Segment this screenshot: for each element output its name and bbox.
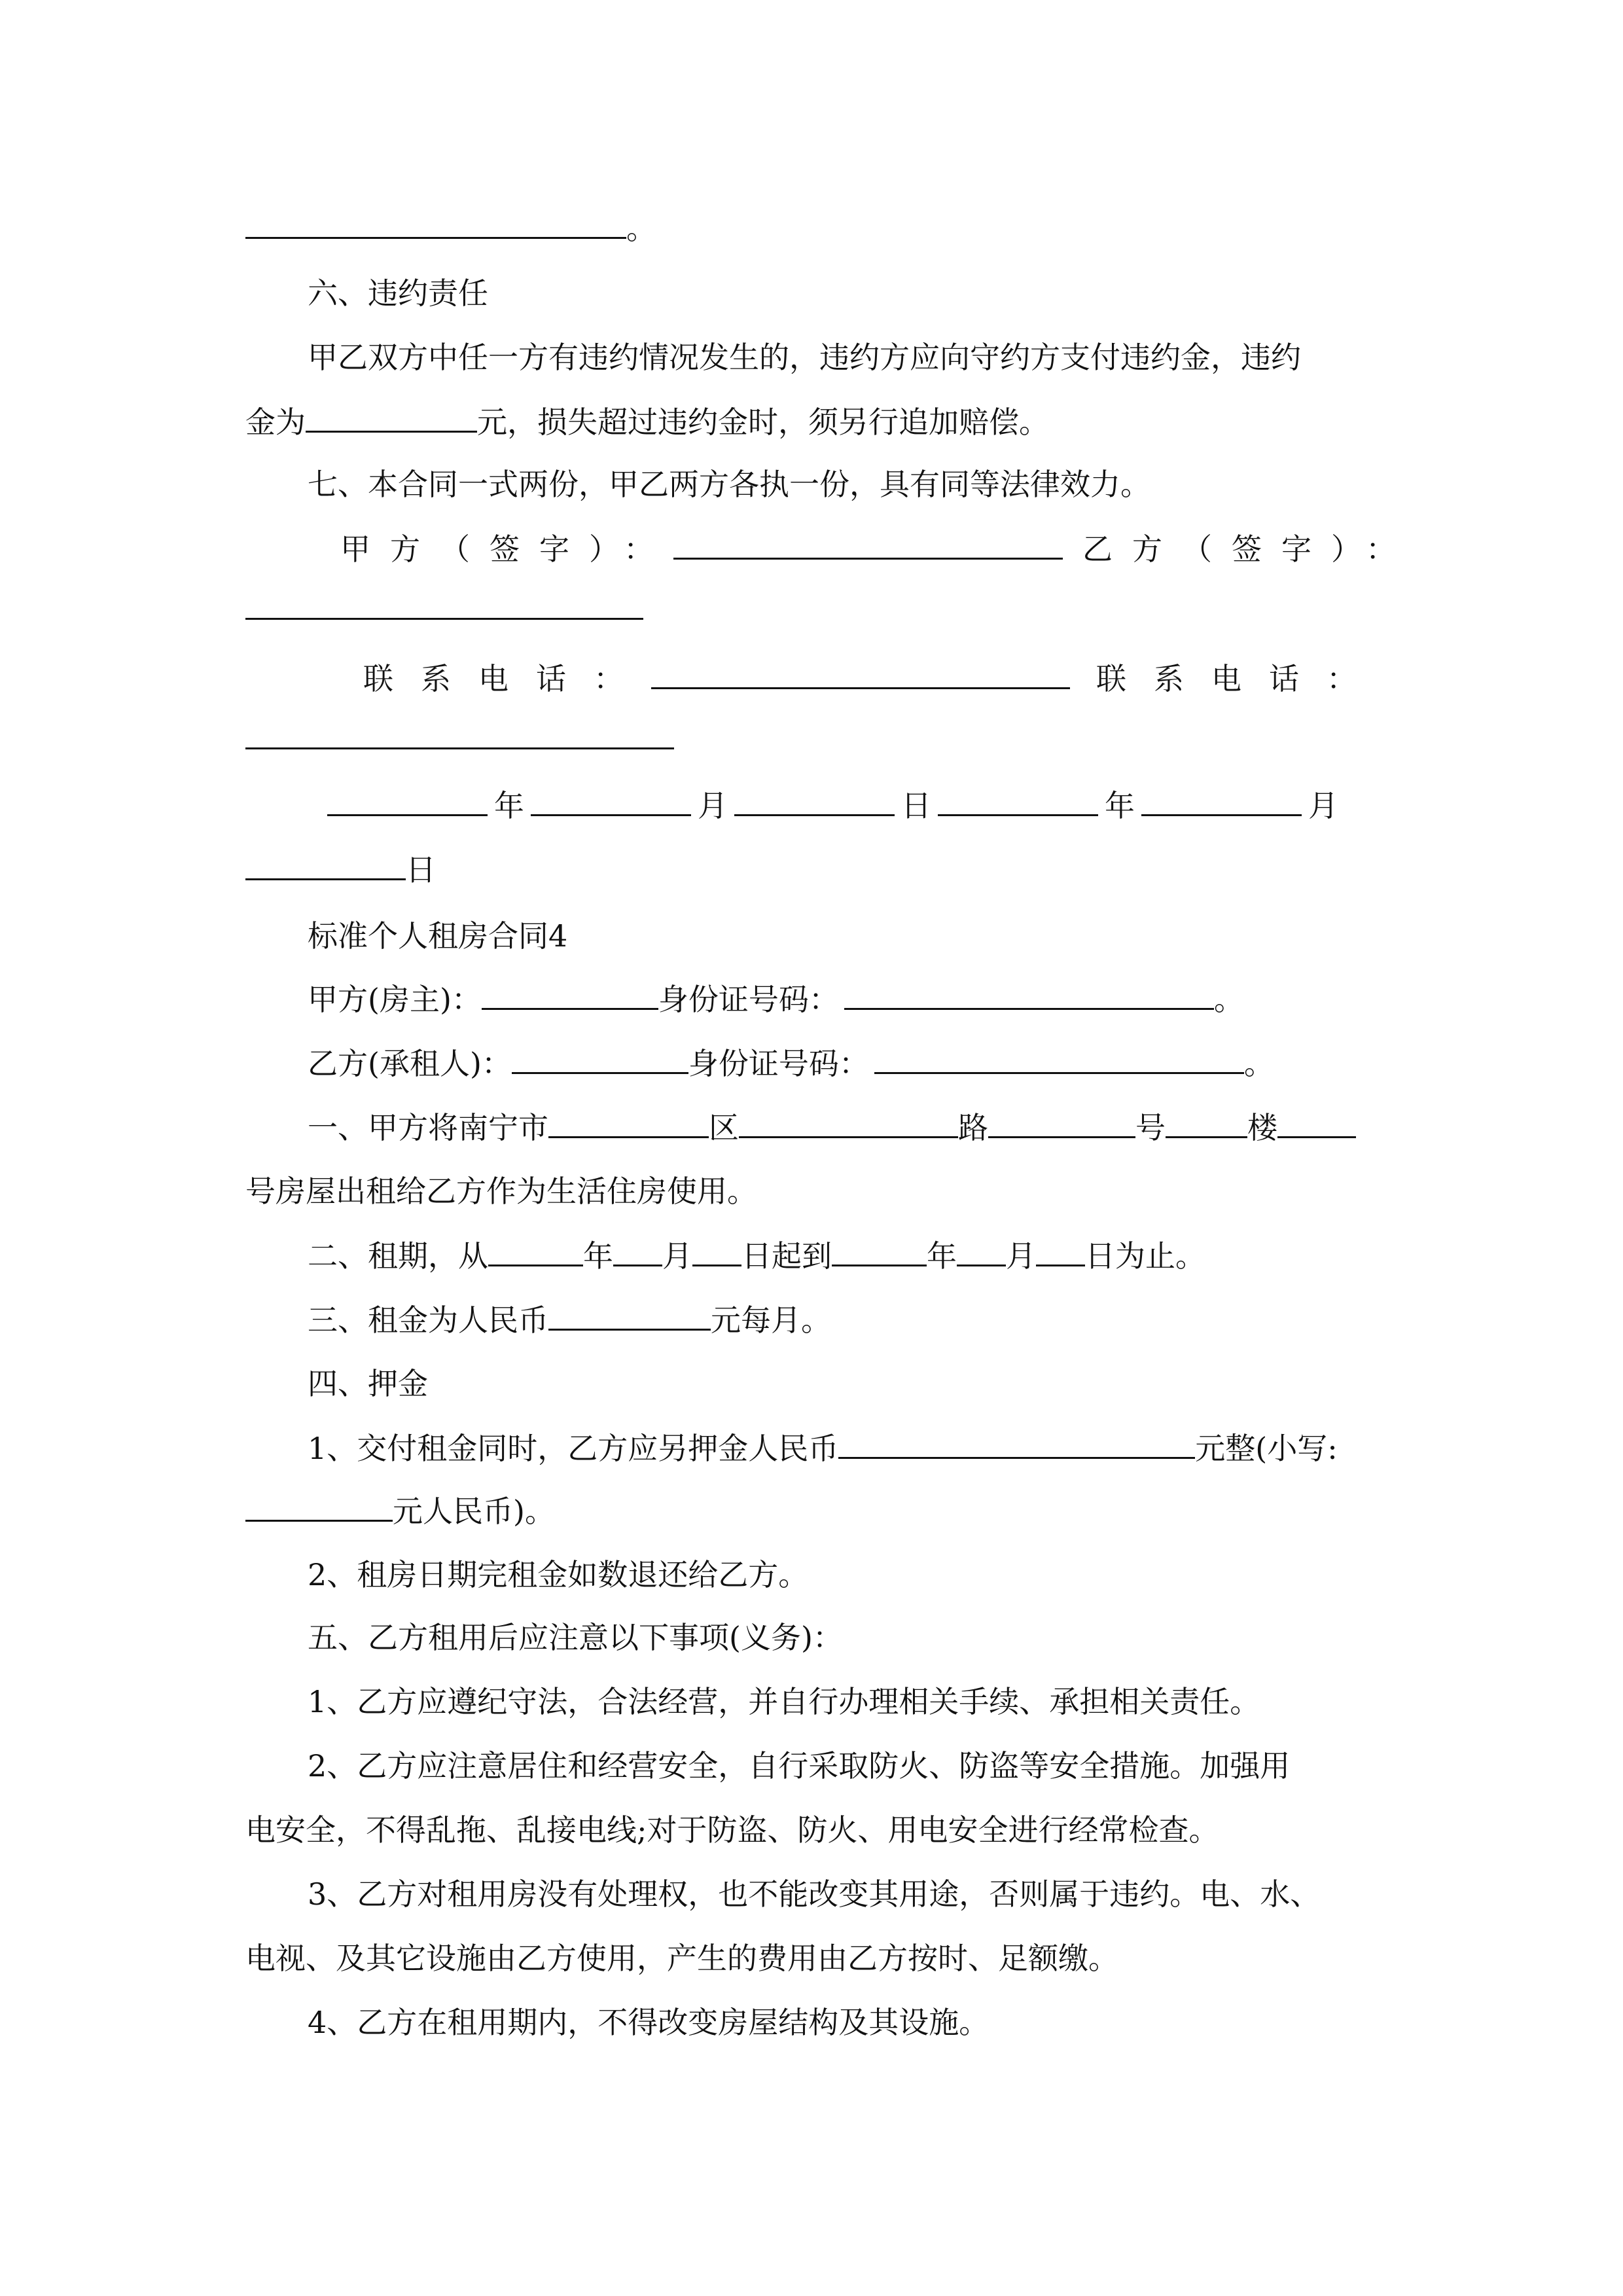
- contract-4-title: 标准个人租房合同4: [308, 918, 568, 954]
- party-b-phone-label: 联系电话：: [1096, 661, 1384, 696]
- tenant-id-field[interactable]: [874, 1043, 1244, 1074]
- text: 元整(小写:: [1195, 1431, 1338, 1466]
- start-year-field[interactable]: [488, 1236, 583, 1266]
- text: 三、租金为人民币: [308, 1302, 548, 1338]
- text: 日起到: [741, 1238, 832, 1274]
- clause-1-cont: 号房屋出租给乙方作为生活住房使用。: [245, 1174, 757, 1209]
- text: 日: [406, 852, 436, 888]
- text: 号: [1135, 1110, 1166, 1145]
- signature-row: [340, 529, 1416, 568]
- party-b-phone-line: [245, 719, 674, 758]
- section-6-paragraph: 甲乙双方中任一方有违约情况发生的，违约方应向守约方支付违约金，违约: [308, 340, 1301, 375]
- road-field[interactable]: [739, 1107, 958, 1138]
- section-6-paragraph-cont: [245, 402, 1049, 441]
- text: 。: [1243, 1046, 1274, 1081]
- party-b-signature-line: [245, 589, 643, 628]
- clause-5-3: 3、乙方对租用房没有处理权，也不能改变其用途，否则属于违约。电、水、: [308, 1876, 1321, 1912]
- clause-5-3-cont: 电视、及其它设施由乙方使用，产生的费用由乙方按时、足额缴。: [245, 1941, 1118, 1976]
- period-mark: 。: [626, 211, 656, 246]
- text: 区: [709, 1110, 739, 1145]
- text: 月: [698, 788, 728, 823]
- text: 月: [1308, 788, 1338, 823]
- landlord-id-field[interactable]: [844, 979, 1214, 1010]
- text: 日为止。: [1085, 1238, 1205, 1274]
- text: 。: [1213, 982, 1244, 1017]
- rent-amount-field[interactable]: [548, 1300, 711, 1331]
- clause-5-2-cont: 电安全，不得乱拖、乱接电线;对于防盗、防火、用电安全进行经常检查。: [245, 1812, 1219, 1848]
- text: 日: [901, 788, 931, 823]
- tenant-name-field[interactable]: [512, 1043, 688, 1074]
- clause-5-2: 2、乙方应注意居住和经营安全，自行采取防火、防盗等安全措施。加强用: [308, 1748, 1291, 1784]
- party-a-year-field[interactable]: [327, 785, 488, 816]
- party-a-month-field[interactable]: [531, 785, 691, 816]
- clause-5-title: 五、乙方租用后应注意以下事项(义务)：: [308, 1620, 843, 1655]
- start-month-field[interactable]: [613, 1236, 662, 1266]
- building-field[interactable]: [1166, 1107, 1247, 1138]
- end-month-field[interactable]: [957, 1236, 1006, 1266]
- text: 月: [662, 1238, 692, 1274]
- start-day-field[interactable]: [692, 1236, 741, 1266]
- clause-4-1: [308, 1428, 1338, 1467]
- landlord-name-field[interactable]: [482, 979, 658, 1010]
- id-label: 身份证号码：: [688, 1046, 869, 1081]
- end-year-field[interactable]: [832, 1236, 927, 1266]
- party-b-phone-field[interactable]: [245, 719, 674, 749]
- clause-1: [308, 1107, 1356, 1147]
- tenant-label: 乙方(承租人)：: [308, 1046, 512, 1081]
- date-row: [327, 785, 1345, 825]
- text: 二、租期，从: [308, 1238, 488, 1274]
- date-row-cont: [245, 850, 436, 889]
- text: 金为: [245, 404, 306, 440]
- clause-4-title: 四、押金: [308, 1366, 428, 1401]
- blank-field[interactable]: [245, 208, 626, 239]
- party-a-signature-field[interactable]: [673, 529, 1063, 560]
- deposit-amount-numeric-field[interactable]: [245, 1491, 393, 1522]
- text: 年: [583, 1238, 613, 1274]
- district-field[interactable]: [548, 1107, 709, 1138]
- party-b-month-field[interactable]: [1141, 785, 1302, 816]
- deposit-amount-field[interactable]: [838, 1428, 1195, 1459]
- text: 楼: [1247, 1110, 1277, 1145]
- clause-2: [308, 1236, 1205, 1275]
- clause-4-1-cont: [245, 1491, 555, 1530]
- landlord-label: 甲方(房主)：: [308, 982, 482, 1017]
- landlord-row: [308, 979, 1244, 1018]
- party-a-phone-field[interactable]: [651, 658, 1070, 689]
- room-field[interactable]: [1277, 1107, 1356, 1138]
- text: 年: [927, 1238, 957, 1274]
- party-a-signature-label: 甲方（签字）：: [340, 531, 673, 567]
- penalty-amount-field[interactable]: [306, 402, 477, 433]
- party-a-phone-label: 联系电话：: [363, 661, 651, 696]
- text: 元，损失超过违约金时，须另行追加赔偿。: [477, 404, 1049, 440]
- text: 元人民币)。: [393, 1494, 555, 1529]
- text: 路: [958, 1110, 988, 1145]
- phone-row: [363, 658, 1384, 698]
- tenant-row: [308, 1043, 1274, 1083]
- clause-3: [308, 1300, 831, 1339]
- section-7: 七、本合同一式两份，甲乙两方各执一份，具有同等法律效力。: [308, 467, 1150, 502]
- text: 1、交付租金同时，乙方应另押金人民币: [308, 1431, 839, 1466]
- section-6-title: 六、违约责任: [308, 276, 488, 311]
- clause-4-2: 2、租房日期完租金如数退还给乙方。: [308, 1557, 809, 1592]
- party-b-signature-field[interactable]: [245, 589, 643, 620]
- number-field[interactable]: [988, 1107, 1135, 1138]
- party-b-signature-label: 乙方（签字）：: [1082, 531, 1416, 567]
- text: 年: [1105, 788, 1135, 823]
- end-day-field[interactable]: [1036, 1236, 1085, 1266]
- text: 元每月。: [711, 1302, 831, 1338]
- party-b-day-field[interactable]: [245, 850, 406, 880]
- text: 年: [494, 788, 524, 823]
- party-a-day-field[interactable]: [734, 785, 895, 816]
- party-b-year-field[interactable]: [938, 785, 1098, 816]
- id-label: 身份证号码：: [658, 982, 839, 1017]
- text: 月: [1006, 1238, 1036, 1274]
- text: 一、甲方将南宁市: [308, 1110, 548, 1145]
- blank-line-end: [245, 208, 656, 247]
- clause-5-4: 4、乙方在租用期内，不得改变房屋结构及其设施。: [308, 2005, 990, 2040]
- clause-5-1: 1、乙方应遵纪守法，合法经营，并自行办理相关手续、承担相关责任。: [308, 1684, 1260, 1719]
